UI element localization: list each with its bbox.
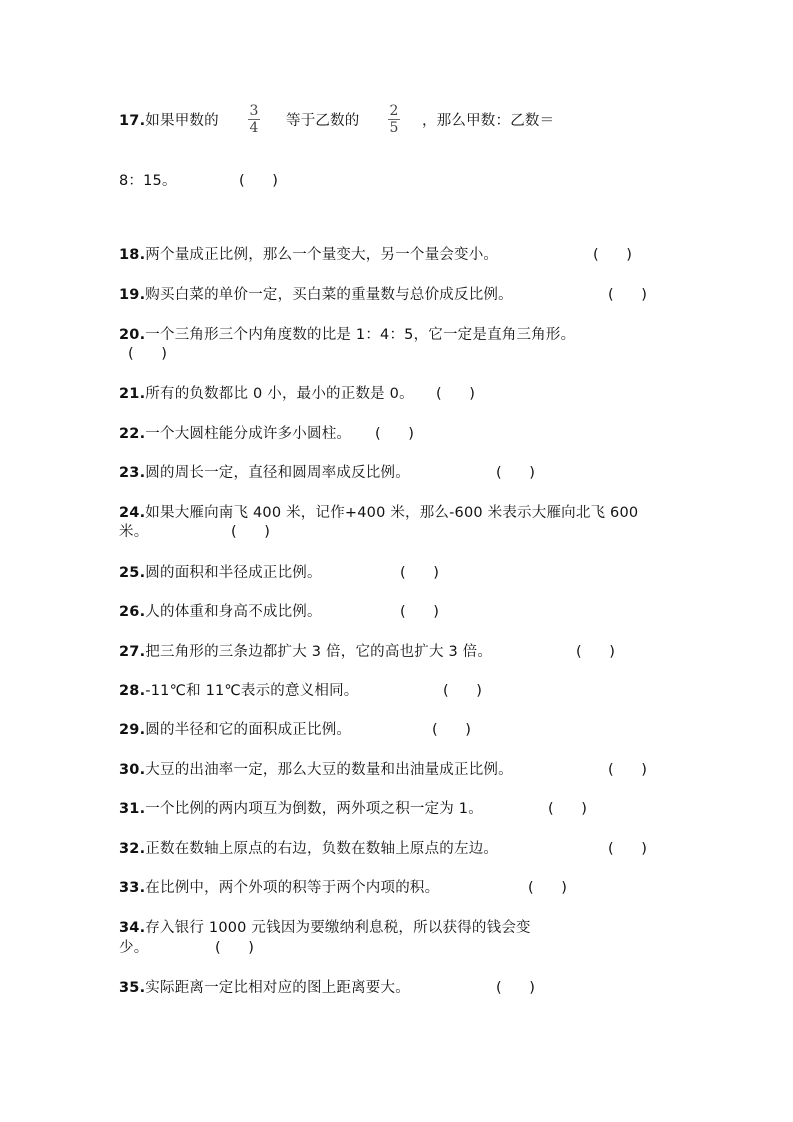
question-number: 18. — [119, 247, 146, 263]
answer-blank[interactable]: ( ) — [528, 880, 567, 896]
question-number: 32. — [119, 841, 146, 857]
question-text: 圆的面积和半径成正比例。 — [145, 565, 322, 581]
question-33 — [119, 878, 439, 898]
question-number: 27. — [119, 644, 146, 660]
fraction-two-fifths — [387, 104, 401, 135]
question-number: 26. — [119, 604, 146, 620]
question-text: 购买白菜的单价一定，买白菜的重量数与总价成反比例。 — [145, 287, 513, 303]
answer-blank[interactable]: ( ) — [400, 604, 439, 620]
question-34-line2: 少。 — [119, 940, 149, 956]
answer-blank[interactable]: ( ) — [608, 762, 647, 778]
question-text: 大豆的出油率一定，那么大豆的数量和出油量成正比例。 — [145, 762, 513, 778]
question-text: 两个量成正比例，那么一个量变大，另一个量会变小。 — [145, 247, 499, 263]
question-17-part3: ，那么甲数：乙数＝ — [422, 113, 555, 129]
question-number: 35. — [119, 980, 146, 996]
question-35 — [119, 978, 410, 998]
fraction-denominator: 5 — [389, 120, 399, 136]
question-number: 22. — [119, 426, 146, 442]
question-number: 21. — [119, 386, 146, 402]
question-27 — [119, 642, 492, 662]
question-17-part2: 等于乙数的 — [286, 113, 360, 129]
question-number: 20. — [119, 327, 146, 343]
question-number: 23. — [119, 465, 146, 481]
question-text: 所有的负数都比 0 小，最小的正数是 0。 — [145, 386, 414, 402]
question-23 — [119, 463, 410, 483]
question-17-line2: 8：15。 — [119, 173, 177, 189]
question-29 — [119, 720, 351, 740]
question-number: 30. — [119, 762, 146, 778]
question-text: 如果大雁向南飞 400 米，记作+400 米，那么-600 米表示大雁向北飞 600 — [145, 505, 639, 521]
answer-blank[interactable]: ( ) — [443, 683, 482, 699]
question-number: 34. — [119, 920, 146, 936]
answer-blank[interactable]: ( ) — [593, 247, 632, 263]
question-text: -11℃和 11℃表示的意义相同。 — [145, 683, 359, 699]
question-number: 31. — [119, 801, 146, 817]
question-text: 一个大圆柱能分成许多小圆柱。 — [145, 426, 352, 442]
answer-blank[interactable]: ( ) — [496, 980, 535, 996]
question-number: 17. — [119, 113, 146, 129]
question-number: 33. — [119, 880, 146, 896]
question-19 — [119, 285, 513, 305]
question-text: 正数在数轴上原点的右边，负数在数轴上原点的左边。 — [145, 841, 499, 857]
question-text: 如果甲数的 — [145, 113, 219, 129]
answer-blank[interactable]: ( ) — [215, 940, 254, 956]
answer-blank[interactable]: ( ) — [128, 346, 167, 362]
question-31 — [119, 799, 483, 819]
answer-blank[interactable]: ( ) — [436, 386, 475, 402]
answer-blank[interactable]: ( ) — [400, 565, 439, 581]
answer-blank[interactable]: ( ) — [608, 287, 647, 303]
answer-blank[interactable]: ( ) — [231, 524, 270, 540]
question-number: 19. — [119, 287, 146, 303]
answer-blank[interactable]: ( ) — [496, 465, 535, 481]
question-number: 28. — [119, 683, 146, 699]
question-text: 圆的半径和它的面积成正比例。 — [145, 722, 352, 738]
question-28 — [119, 681, 359, 701]
question-text: 圆的周长一定，直径和圆周率成反比例。 — [145, 465, 410, 481]
question-text: 一个比例的两内项互为倒数，两外项之积一定为 1。 — [145, 801, 483, 817]
question-text: 实际距离一定比相对应的图上距离要大。 — [145, 980, 410, 996]
question-21 — [119, 384, 414, 404]
question-20 — [119, 325, 575, 345]
question-text: 在比例中，两个外项的积等于两个内项的积。 — [145, 880, 440, 896]
question-26 — [119, 602, 322, 622]
question-24-line2: 米。 — [119, 524, 149, 540]
question-24 — [119, 503, 638, 523]
question-number: 25. — [119, 565, 146, 581]
fraction-numerator: 3 — [249, 103, 259, 119]
question-30 — [119, 760, 513, 780]
question-17-line1 — [119, 111, 219, 131]
question-text: 把三角形的三条边都扩大 3 倍，它的高也扩大 3 倍。 — [145, 644, 493, 660]
answer-blank[interactable]: ( ) — [548, 801, 587, 817]
question-25 — [119, 563, 322, 583]
question-34 — [119, 918, 531, 938]
question-18 — [119, 245, 498, 265]
fraction-denominator: 4 — [249, 120, 259, 136]
question-number: 24. — [119, 505, 146, 521]
question-22 — [119, 424, 351, 444]
answer-blank[interactable]: ( ) — [432, 722, 471, 738]
answer-blank[interactable]: ( ) — [608, 841, 647, 857]
fraction-three-quarters — [247, 104, 261, 135]
question-32 — [119, 839, 498, 859]
answer-blank[interactable]: ( ) — [375, 426, 414, 442]
question-text: 一个三角形三个内角度数的比是 1：4：5，它一定是直角三角形。 — [145, 327, 576, 343]
question-text: 存入银行 1000 元钱因为要缴纳利息税，所以获得的钱会变 — [145, 920, 531, 936]
question-number: 29. — [119, 722, 146, 738]
fraction-numerator: 2 — [389, 103, 399, 119]
answer-blank[interactable]: ( ) — [576, 644, 615, 660]
answer-blank[interactable]: ( ) — [239, 173, 278, 189]
question-text: 人的体重和身高不成比例。 — [145, 604, 322, 620]
